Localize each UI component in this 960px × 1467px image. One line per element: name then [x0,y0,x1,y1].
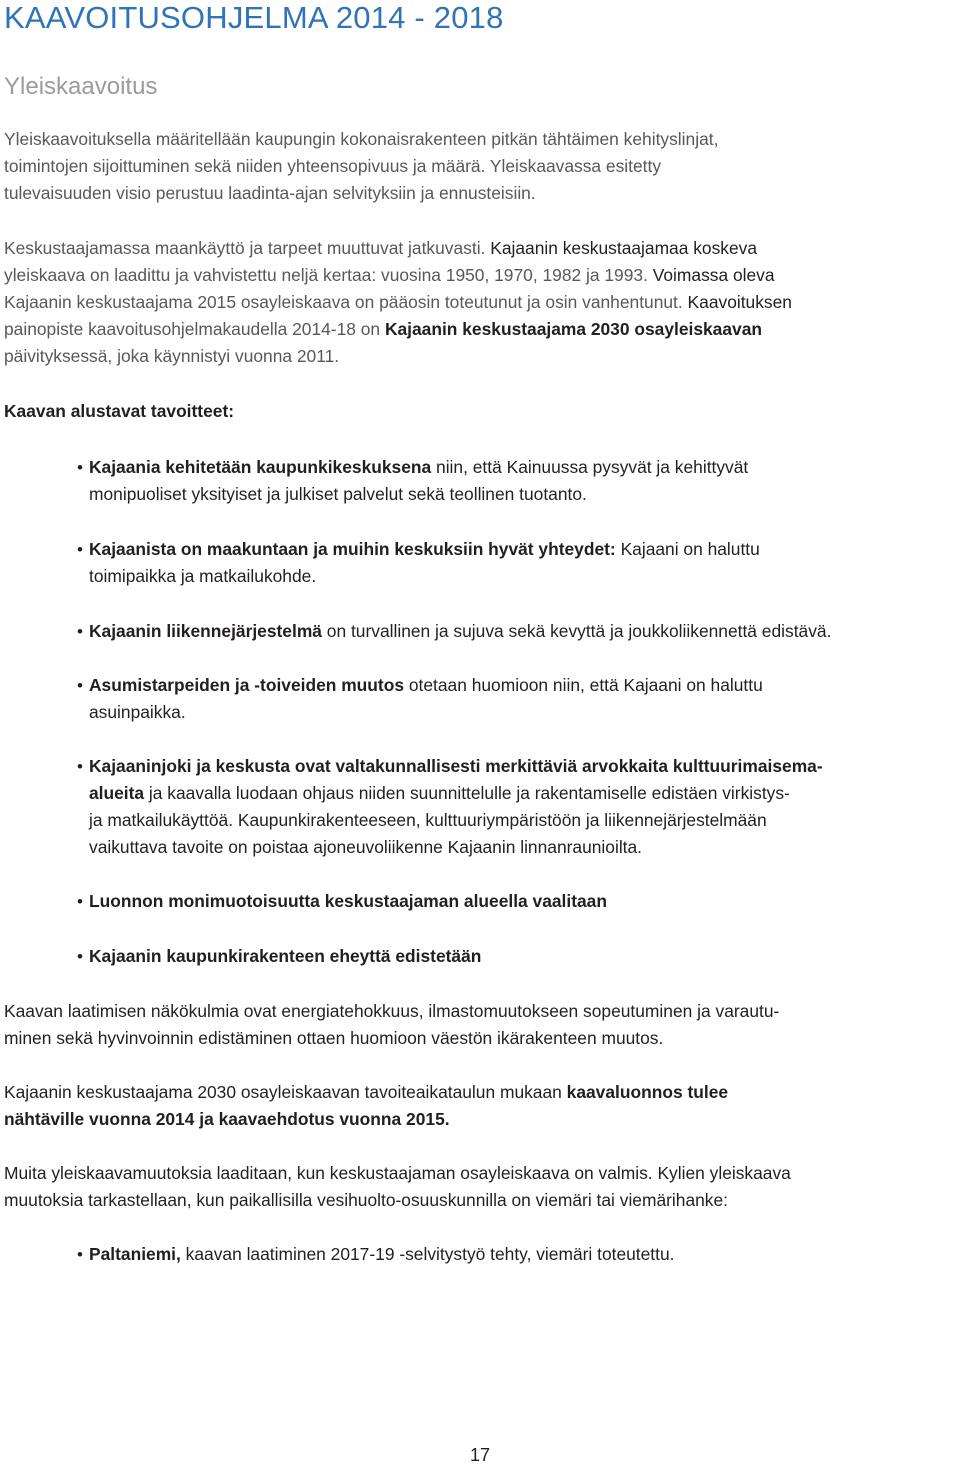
other-changes-paragraph [4,1160,956,1214]
goal-1-line-2: monipuoliset yksityiset ja julkiset palvelut sekä teollinen tuotanto. [89,484,587,504]
goal-2-text: Kajaani on haluttu [615,539,760,559]
goal-4-text: otetaan huomioon niin, että Kajaani on haluttu [404,675,763,695]
goal-5-text: ja kaavalla luodaan ohjaus niiden suunnittelulle ja rakentamiselle edistäen virkistys- [144,783,790,803]
background-line-3a: Kajaanin keskustaajama 2015 osayleiskaava on pääosin toteutunut ja osin vanhentunut. [4,292,683,312]
intro-line-1: Yleiskaavoituksella määritellään kaupungin kokonaisrakenteen pitkän tähtäimen kehityslinjat, [4,129,719,149]
background-line-4b: Kajaanin keskustaajama 2030 osayleiskaavan [384,319,762,339]
intro-line-3: tulevaisuuden visio perustuu laadinta-ajan selvityksiin ja ennusteisiin. [4,183,536,203]
bullet-dot: • [77,540,83,559]
other-changes-line-1: Muita yleiskaavamuutoksia laaditaan, kun keskustaajaman osayleiskaava on valmis. Kylien yleiskaava [4,1163,791,1183]
goals-heading: Kaavan alustavat tavoitteet: [4,401,235,421]
background-paragraph [4,235,956,370]
background-line-1a: Keskustaajamassa maankäyttö ja tarpeet muuttuvat jatkuvasti. [4,238,486,258]
goal-4-bold: Asumistarpeiden ja -toiveiden muutos [89,675,405,695]
goal-5-bold-2: alueita [89,783,145,803]
goal-2-bold: Kajaanista on maakuntaan ja muihin keskuksiin hyvät yhteydet: [89,539,616,559]
bullet-dot: • [77,676,83,695]
background-line-4a: painopiste kaavoitusohjelmakaudella 2014-18 on [4,319,385,339]
goal-7-bold: Kajaanin kaupunkirakenteen eheyttä edistetään [89,946,482,966]
goal-5-line-3: ja matkailukäyttöä. Kaupunkirakenteeseen, kulttuuriympäristöön ja liikennejärjestelmään [89,810,767,830]
background-line-2b: Voimassa oleva [647,265,775,285]
perspectives-line-2: minen sekä hyvinvoinnin edistäminen ottaen huomioon väestön ikärakenteen muutos. [4,1028,664,1048]
document-page [4,0,956,1467]
other-changes-line-2: muutoksia tarkastellaan, kun paikallisilla vesihuolto-osuuskunnilla on viemäri tai viemärihanke: [4,1190,729,1210]
section-subtitle: Yleiskaavoitus [4,73,158,100]
schedule-paragraph [4,1079,956,1133]
bullet-dot: • [77,947,83,966]
schedule-line-1a: Kajaanin keskustaajama 2030 osayleiskaavan tavoiteaikataulun mukaan [4,1082,567,1102]
goal-1-bold: Kajaania kehitetään kaupunkikeskuksena [89,457,432,477]
background-line-2a: yleiskaava on laadittu ja vahvistettu neljä kertaa: vuosina 1950, 1970, 1982 ja 1993. [4,265,648,285]
goal-1-text: niin, että Kainuussa pysyvät ja kehittyvät [431,457,749,477]
page-title: KAAVOITUSOHJELMA 2014 - 2018 [4,0,504,35]
bullet-dot: • [77,622,83,641]
bullet-dot: • [77,458,83,477]
page-number: 17 [470,1445,491,1465]
village-text: kaavan laatiminen 2017-19 -selvitystyö tehty, viemäri toteutettu. [180,1244,675,1264]
bullet-dot: • [77,1245,83,1264]
background-line-3b: Kaavoituksen [682,292,792,312]
schedule-line-1b: kaavaluonnos tulee [566,1082,729,1102]
perspectives-paragraph [4,998,956,1052]
goal-6-bold: Luonnon monimuotoisuutta keskustaajaman alueella vaalitaan [89,891,607,911]
bullet-dot: • [77,892,83,911]
village-name: Paltaniemi, [89,1244,181,1264]
bullet-dot: • [77,757,83,776]
goal-3-bold: Kajaanin liikennejärjestelmä [89,621,322,641]
intro-paragraph [4,126,956,207]
goal-2-line-2: toimipaikka ja matkailukohde. [89,566,317,586]
goal-3-text: on turvallinen ja sujuva sekä kevyttä ja joukkoliikennettä edistävä. [321,621,832,641]
goal-5-line-4: vaikuttava tavoite on poistaa ajoneuvoliikenne Kajaanin linnanraunioilta. [89,837,643,857]
background-line-5: päivityksessä, joka käynnistyi vuonna 2011. [4,346,340,366]
background-line-1b: Kajaanin keskustaajamaa koskeva [485,238,758,258]
goal-5-bold: Kajaaninjoki ja keskusta ovat valtakunnallisesti merkittäviä arvokkaita kulttuurimaisema- [89,756,823,776]
perspectives-line-1: Kaavan laatimisen näkökulmia ovat energiatehokkuus, ilmastomuutokseen sopeutuminen ja varautu- [4,1001,780,1021]
schedule-line-2: nähtäville vuonna 2014 ja kaavaehdotus vuonna 2015. [4,1109,450,1129]
goal-4-line-2: asuinpaikka. [89,702,186,722]
intro-line-2: toimintojen sijoittuminen sekä niiden yhteensopivuus ja määrä. Yleiskaavassa esitetty [4,156,662,176]
